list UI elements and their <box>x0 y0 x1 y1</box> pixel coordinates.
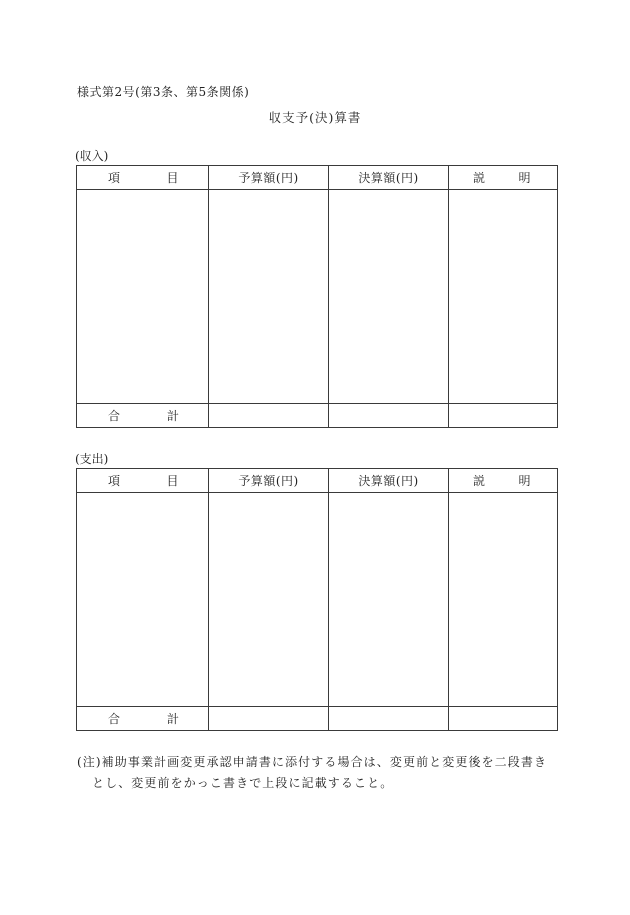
income-total-explanation-cell[interactable] <box>449 404 558 428</box>
expenditure-total-explanation-cell[interactable] <box>449 707 558 731</box>
expenditure-table <box>76 468 558 731</box>
income-header-item-char1: 項 <box>108 171 121 185</box>
income-header-settlement: 決算額(円) <box>329 166 449 190</box>
income-total-char1: 合 <box>108 409 121 423</box>
expenditure-header-row <box>77 469 558 493</box>
expenditure-total-char1: 合 <box>108 712 121 726</box>
expenditure-header-budget: 予算額(円) <box>209 469 329 493</box>
income-budget-cell[interactable] <box>209 190 329 404</box>
expenditure-settlement-cell[interactable] <box>329 493 449 707</box>
footnote <box>77 752 567 794</box>
expenditure-header-explanation-char1: 説 <box>473 474 486 488</box>
expenditure-section-label: (支出) <box>75 452 109 466</box>
income-table <box>76 165 558 428</box>
footnote-line-1: (注)補助事業計画変更承認申請書に添付する場合は、変更前と変更後を二段書き <box>77 755 548 769</box>
form-number: 様式第2号(第3条、第5条関係) <box>77 85 250 99</box>
expenditure-header-item <box>77 469 209 493</box>
expenditure-header-explanation <box>449 469 558 493</box>
income-total-char2: 計 <box>166 409 179 423</box>
income-settlement-cell[interactable] <box>329 190 449 404</box>
expenditure-header-settlement: 決算額(円) <box>329 469 449 493</box>
income-explanation-cell[interactable] <box>449 190 558 404</box>
expenditure-total-label <box>77 707 209 731</box>
footnote-line-2: とし、変更前をかっこ書きで上段に記載すること。 <box>92 776 394 790</box>
income-header-row <box>77 166 558 190</box>
expenditure-total-budget-cell[interactable] <box>209 707 329 731</box>
income-header-explanation <box>449 166 558 190</box>
income-header-item <box>77 166 209 190</box>
income-header-explanation-char1: 説 <box>473 171 486 185</box>
expenditure-body-row <box>77 493 558 707</box>
income-item-cell[interactable] <box>77 190 209 404</box>
expenditure-budget-cell[interactable] <box>209 493 329 707</box>
income-total-settlement-cell[interactable] <box>329 404 449 428</box>
income-header-explanation-char2: 明 <box>518 171 531 185</box>
income-header-budget: 予算額(円) <box>209 166 329 190</box>
expenditure-header-explanation-char2: 明 <box>518 474 531 488</box>
income-total-budget-cell[interactable] <box>209 404 329 428</box>
income-total-row <box>77 404 558 428</box>
expenditure-total-row <box>77 707 558 731</box>
income-total-label <box>77 404 209 428</box>
expenditure-item-cell[interactable] <box>77 493 209 707</box>
document-title: 収支予(決)算書 <box>268 110 362 125</box>
income-section-label: (収入) <box>75 149 109 163</box>
income-body-row <box>77 190 558 404</box>
expenditure-explanation-cell[interactable] <box>449 493 558 707</box>
income-header-item-char2: 目 <box>166 171 179 185</box>
expenditure-header-item-char1: 項 <box>108 474 121 488</box>
expenditure-header-item-char2: 目 <box>166 474 179 488</box>
expenditure-total-char2: 計 <box>166 712 179 726</box>
expenditure-total-settlement-cell[interactable] <box>329 707 449 731</box>
